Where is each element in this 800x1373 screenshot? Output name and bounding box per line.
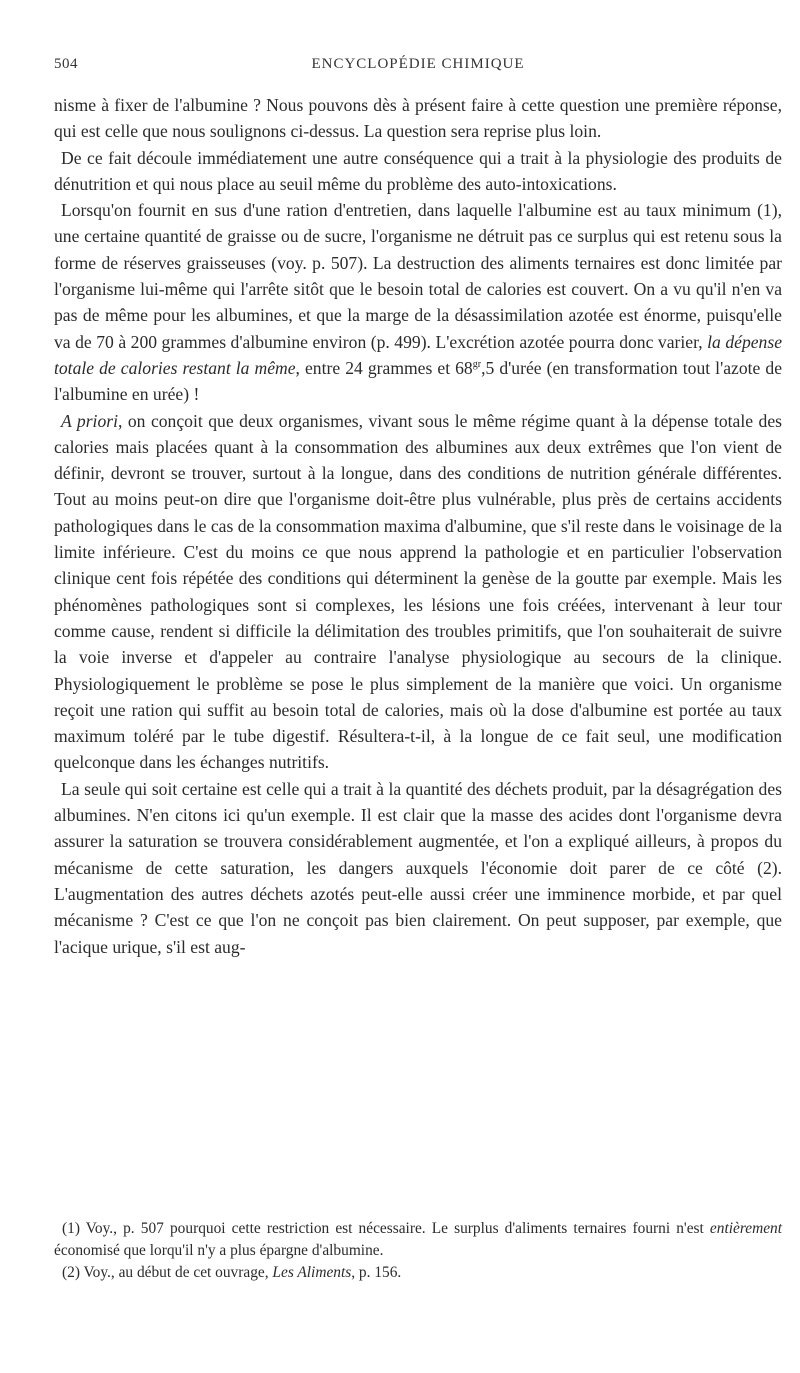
footnote-1 xyxy=(54,1218,782,1262)
italic-text: Les Aliments xyxy=(272,1264,352,1281)
footnote-2 xyxy=(54,1262,782,1284)
text-run: , entre 24 grammes et 68 xyxy=(295,357,473,378)
paragraph xyxy=(54,92,782,145)
paragraph xyxy=(54,197,782,407)
body-text xyxy=(54,92,782,960)
text-run: Lorsqu'on fournit en sus d'une ration d'entretien, dans laquelle l'albumine est au taux minimum (1), une certaine quantité de graisse ou de sucre, l'organisme ne détruit pas ce surplus qui est retenu sous la forme de réserves graisseuses (voy. p. 507). La destruction des aliments ternaires est donc limitée par l'organisme lui-même qui l'arrête sitôt que le besoin total de calories est couvert. On a vu qu'il n'en va pas de même pour les albumines, et que la marge de la désassimilation azotée est énorme, puisqu'elle va de 70 à 200 grammes d'albumine environ (p. 499). L'excrétion azotée pourra donc varier, xyxy=(54,200,782,352)
italic-text: A priori xyxy=(61,410,118,431)
text-run: (2) Voy., au début de cet ouvrage, xyxy=(62,1264,273,1281)
text-run: De ce fait découle immédiatement une autre conséquence qui a trait à la physiologie des produits de dénutrition et qui nous place au seuil même du problème des auto-intoxications. xyxy=(54,147,782,194)
paragraph xyxy=(54,776,782,960)
text-run: (1) Voy., p. 507 pourquoi cette restriction est nécessaire. Le surplus d'aliments ternaires fourni n'est xyxy=(62,1220,710,1237)
text-run: La seule qui soit certaine est celle qui a trait à la quantité des déchets produit, par la désagrégation des albumines. N'en citons ici qu'un exemple. Il est clair que la masse des acides dont l'organisme devra assurer la saturation se trouvera considérablement augmentée, et l'on a expliqué ailleurs, à propos du mécanisme de cette saturation, les dangers auxquels l'économie doit parer de ce côté (2). L'augmentation des autres déchets azotés peut-elle aussi créer une imminence morbide, et par quel mécanisme ? C'est ce que l'on ne conçoit pas bien clairement. On peut supposer, par exemple, que l'acique urique, s'il est aug- xyxy=(54,778,782,957)
text-run: nisme à fixer de l'albumine ? Nous pouvons dès à présent faire à cette question une première réponse, qui est celle que nous soulignons ci-dessus. La question sera reprise plus loin. xyxy=(54,95,782,142)
text-run: ,5 d'urée (en transformation tout l'azote de l'albumine en urée) ! xyxy=(54,357,783,405)
page-header xyxy=(54,56,782,80)
italic-text: la dépense totale de calories restant la même xyxy=(54,331,782,378)
running-title: ENCYCLOPÉDIE CHIMIQUE xyxy=(311,56,525,72)
page-number: 504 xyxy=(54,56,78,72)
paragraph xyxy=(54,408,782,776)
paragraph xyxy=(54,145,782,198)
text-run: , on conçoit que deux organismes, vivant sous le même régime quant à la dépense totale des calories mais placées quant à la consommation des albumines aux deux extrêmes que l'on vient de définir, devront se trouver, surtout à la longue, dans des conditions de nutrition générale différentes. Tout au moins peut-on dire que l'organisme doit-être plus vulnérable, plus près de certains accidents pathologiques dans le cas de la consommation maxima d'albumine, que s'il reste dans le voisinage de la limite inférieure. C'est du moins ce que nous apprend la pathologie et en particulier l'observation clinique cent fois répétée des conditions qui déterminent la genèse de la goutte par exemple. Mais les phénomènes pathologiques sont si complexes, les lésions une fois créées, intervenant à leur tour comme cause, rendent si difficile la délimitation des troubles primitifs, que l'on souhaiterait de suivre la voie inverse et d'appeler au contraire l'analyse physiologique au secours de la clinique. Physiologiquement le problème se pose le plus simplement de la manière que voici. Un organisme reçoit une ration qui suffit au besoin total de calories, mais où la dose d'albumine est portée au taux maximum toléré par le tube digestif. Résultera-t-il, à la longue de ce fait seul, une modification quelconque dans les échanges nutritifs. xyxy=(54,410,782,773)
text-run: économisé que lorqu'il n'y a plus épargne d'albumine. xyxy=(54,1242,384,1259)
superscript-text: gr xyxy=(472,359,482,371)
text-run: , p. 156. xyxy=(351,1264,402,1281)
italic-text: entièrement xyxy=(709,1220,782,1237)
footnotes xyxy=(54,1218,782,1284)
